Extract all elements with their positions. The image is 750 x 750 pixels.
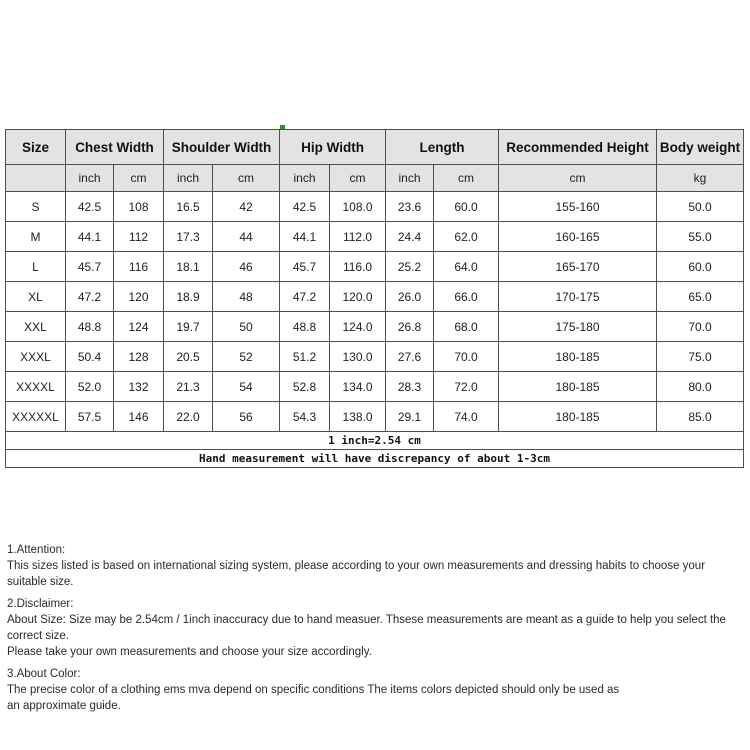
note-inch-conversion: 1 inch=2.54 cm	[6, 432, 744, 450]
table-cell: 51.2	[280, 342, 330, 372]
unit-cell: inch	[164, 165, 213, 192]
table-cell: 65.0	[657, 282, 744, 312]
table-cell: 170-175	[499, 282, 657, 312]
table-body	[6, 192, 744, 432]
unit-cell: inch	[66, 165, 114, 192]
table-cell: 18.1	[164, 252, 213, 282]
table-cell: 48	[213, 282, 280, 312]
table-cell: 128	[114, 342, 164, 372]
unit-cell	[6, 165, 66, 192]
footnote-line: The precise color of a clothing ems mva depend on specific conditions The items colors depicted should only be used as	[7, 684, 620, 696]
table-cell: 45.7	[66, 252, 114, 282]
header-shoulder-width: Shoulder Width	[164, 130, 280, 165]
unit-cell: cm	[330, 165, 386, 192]
footnote-line: About Size: Size may be 2.54cm / 1inch inaccuracy due to hand measuer. Thsese measurements are meant as a guide to help you select the correct size.	[7, 614, 726, 642]
table-cell: 27.6	[386, 342, 434, 372]
unit-cell: cm	[499, 165, 657, 192]
header-body-weight: Body weight	[657, 130, 744, 165]
table-cell: 44	[213, 222, 280, 252]
table-cell: 17.3	[164, 222, 213, 252]
table-cell: 44.1	[66, 222, 114, 252]
table-cell: 68.0	[434, 312, 499, 342]
table-cell: 50.0	[657, 192, 744, 222]
table-cell: 46	[213, 252, 280, 282]
table-cell: 47.2	[280, 282, 330, 312]
footnotes-block	[7, 542, 747, 720]
size-label-cell: XXXL	[6, 342, 66, 372]
footnote-body	[7, 612, 747, 660]
table-cell: 50.4	[66, 342, 114, 372]
table-cell: 52	[213, 342, 280, 372]
table-cell: 54.3	[280, 402, 330, 432]
table-cell: 48.8	[280, 312, 330, 342]
table-header-row	[6, 130, 744, 165]
table-cell: 20.5	[164, 342, 213, 372]
size-label-cell: XXXXL	[6, 372, 66, 402]
table-cell: 29.1	[386, 402, 434, 432]
footnote-about-color	[7, 666, 747, 714]
table-cell: 160-165	[499, 222, 657, 252]
table-cell: 50	[213, 312, 280, 342]
table-cell: 120	[114, 282, 164, 312]
size-label-cell: XXL	[6, 312, 66, 342]
table-row	[6, 282, 744, 312]
table-cell: 116	[114, 252, 164, 282]
table-cell: 74.0	[434, 402, 499, 432]
table-cell: 64.0	[434, 252, 499, 282]
table-cell: 72.0	[434, 372, 499, 402]
size-label-cell: M	[6, 222, 66, 252]
table-cell: 66.0	[434, 282, 499, 312]
table-cell: 52.8	[280, 372, 330, 402]
table-cell: 165-170	[499, 252, 657, 282]
table-cell: 16.5	[164, 192, 213, 222]
table-cell: 116.0	[330, 252, 386, 282]
footnote-body	[7, 558, 747, 590]
unit-cell: cm	[213, 165, 280, 192]
table-cell: 48.8	[66, 312, 114, 342]
footnote-body	[7, 682, 747, 714]
size-label-cell: S	[6, 192, 66, 222]
unit-cell: cm	[114, 165, 164, 192]
table-row	[6, 312, 744, 342]
footnote-title: 2.Disclaimer:	[7, 598, 74, 610]
table-cell: 44.1	[280, 222, 330, 252]
units-row	[6, 165, 744, 192]
footnote-title: 3.About Color:	[7, 668, 81, 680]
header-size: Size	[6, 130, 66, 165]
table-cell: 24.4	[386, 222, 434, 252]
note-row	[6, 450, 744, 468]
table-cell: 180-185	[499, 342, 657, 372]
header-recommended-height: Recommended Height	[499, 130, 657, 165]
table-cell: 42.5	[280, 192, 330, 222]
table-cell: 70.0	[434, 342, 499, 372]
table-cell: 124	[114, 312, 164, 342]
table-cell: 130.0	[330, 342, 386, 372]
table-cell: 175-180	[499, 312, 657, 342]
size-label-cell: XL	[6, 282, 66, 312]
unit-cell: cm	[434, 165, 499, 192]
footnote-title: 1.Attention:	[7, 544, 66, 556]
table-cell: 108.0	[330, 192, 386, 222]
note-row	[6, 432, 744, 450]
table-cell: 18.9	[164, 282, 213, 312]
table-row	[6, 372, 744, 402]
table-cell: 25.2	[386, 252, 434, 282]
table-cell: 62.0	[434, 222, 499, 252]
table-cell: 180-185	[499, 372, 657, 402]
footnote-attention	[7, 542, 747, 590]
table-cell: 155-160	[499, 192, 657, 222]
table-row	[6, 222, 744, 252]
size-label-cell: XXXXXL	[6, 402, 66, 432]
table-cell: 45.7	[280, 252, 330, 282]
table-cell: 28.3	[386, 372, 434, 402]
table-cell: 80.0	[657, 372, 744, 402]
table-cell: 52.0	[66, 372, 114, 402]
header-chest-width: Chest Width	[66, 130, 164, 165]
table-cell: 42	[213, 192, 280, 222]
table-cell: 112.0	[330, 222, 386, 252]
footnote-line: Please take your own measurements and choose your size accordingly.	[7, 646, 372, 658]
unit-cell: inch	[280, 165, 330, 192]
header-length: Length	[386, 130, 499, 165]
table-cell: 47.2	[66, 282, 114, 312]
footnote-line: an approximate guide.	[7, 700, 121, 712]
table-cell: 60.0	[657, 252, 744, 282]
table-cell: 57.5	[66, 402, 114, 432]
note-hand-measurement: Hand measurement will have discrepancy of about 1-3cm	[6, 450, 744, 468]
table-row	[6, 252, 744, 282]
table-cell: 23.6	[386, 192, 434, 222]
table-cell: 120.0	[330, 282, 386, 312]
table-cell: 55.0	[657, 222, 744, 252]
table-cell: 54	[213, 372, 280, 402]
table-notes	[6, 432, 744, 468]
table-cell: 124.0	[330, 312, 386, 342]
table-cell: 75.0	[657, 342, 744, 372]
table-cell: 146	[114, 402, 164, 432]
table-row	[6, 192, 744, 222]
table-cell: 19.7	[164, 312, 213, 342]
table-cell: 26.8	[386, 312, 434, 342]
size-label-cell: L	[6, 252, 66, 282]
unit-cell: kg	[657, 165, 744, 192]
table-cell: 70.0	[657, 312, 744, 342]
header-hip-width: Hip Width	[280, 130, 386, 165]
table-cell: 138.0	[330, 402, 386, 432]
table-cell: 60.0	[434, 192, 499, 222]
table-row	[6, 402, 744, 432]
table-cell: 56	[213, 402, 280, 432]
table-cell: 42.5	[66, 192, 114, 222]
table-cell: 26.0	[386, 282, 434, 312]
table-cell: 22.0	[164, 402, 213, 432]
table-cell: 108	[114, 192, 164, 222]
table-cell: 180-185	[499, 402, 657, 432]
table-row	[6, 342, 744, 372]
footnote-disclaimer	[7, 596, 747, 660]
table-cell: 85.0	[657, 402, 744, 432]
unit-cell: inch	[386, 165, 434, 192]
table-cell: 21.3	[164, 372, 213, 402]
table-cell: 132	[114, 372, 164, 402]
table-cell: 134.0	[330, 372, 386, 402]
footnote-line: This sizes listed is based on international sizing system, please according to your own measurements and dressing habits to choose your suitable size.	[7, 560, 706, 588]
size-chart-table	[5, 129, 744, 468]
table-cell: 112	[114, 222, 164, 252]
